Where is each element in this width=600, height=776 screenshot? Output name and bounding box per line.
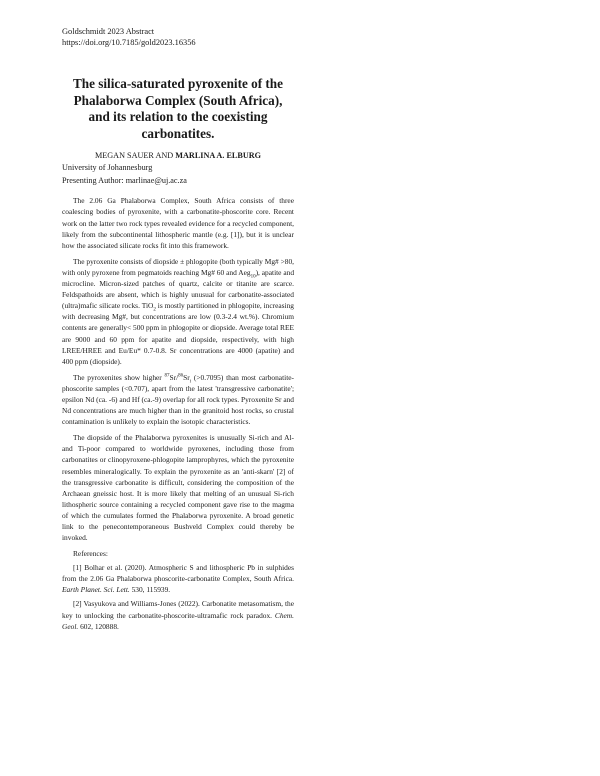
abstract-body [62, 195, 294, 631]
ref2-volume: 602, 120888. [78, 621, 119, 631]
author-presenting: MARLINA A. ELBURG [175, 151, 262, 161]
journal-header [62, 26, 294, 48]
presenting-author [62, 174, 294, 187]
paragraph-3 [62, 372, 294, 427]
ref1-volume: 530, 115939. [129, 585, 171, 595]
p2-sub: 10 [250, 274, 256, 280]
author-first: MEGAN SAUER AND [94, 151, 176, 161]
paragraph-2 [62, 256, 294, 367]
ref2-text: [2] Vasyukova and Williams-Jones (2022). Carbonatite metasomatism, the key to unlocking the carbonatite-phoscorite-ultramafic rock paradox. [62, 599, 294, 620]
affiliation: University of Johannesburg [62, 163, 153, 173]
p2-text-a: The pyroxenite consists of diopside ± phlogopite (both typically Mg# >80, with only pyroxene from pegmatoids reaching Mg# 60 and Aeg [62, 256, 294, 277]
p3-sub: i [189, 379, 192, 385]
ref1-journal: Earth Planet. Sci. Lett. [62, 585, 130, 595]
ref1-text: [1] Bolhar et al. (2020). Atmospheric S and lithospheric Pb in sulphides from the 2.06 Ga Phalaborwa phoscorite-carbonatite Complex, South Africa. [62, 563, 294, 584]
p2-text-c: is mostly partitioned in phlogopite, increasing with decreasing Mg#, but concentrations are low (0.3-2.4 wt.%). Chromium contents are generally< 500 ppm in phlogopite or diopside. Average total REE are 9000 and 60 ppm for apatite and diopside, respectively, with high LREE/HREE and Eu/Eu* 0.7-0.8. Sr concentrations are 4000 (apatite) and 400 ppm (diopside). [62, 301, 294, 366]
p2-text-b: ), apatite and microcline. Micron-sized patches of quartz, calcite or titanite are scarce. Feldspathoids are absent, which is highly unusual for carbonatite-associated (ultra)mafic silicate rocks. TiO [62, 267, 295, 311]
presenting-email[interactable]: marlinae@uj.ac.za [125, 176, 187, 186]
p3-text-a: The pyroxenites show higher [73, 372, 165, 382]
reference-1 [62, 562, 294, 595]
author-list [62, 151, 294, 161]
paper-title: The silica-saturated pyroxenite of the Phalaborwa Complex (South Africa), and its relation to the coexisting carbonatites. [72, 76, 283, 141]
doi-link[interactable]: https://doi.org/10.7185/gold2023.16356 [62, 38, 196, 47]
paragraph-4: The diopside of the Phalaborwa pyroxenites is unusually Si-rich and Al- and Ti-poor compared to worldwide pyroxenes, including those from carbonatites or clinopyroxene-phlogopite lamprophyres, which the pyroxenite resembles mineralogically. To explain the pyroxenite as an 'anti-skarn' [2] of the transgressive carbonatite is difficult, considering the composition of the Archaean gneissic host. It is more likely that melting of an unusual Si-rich lithospheric source containing a recycled component gave rise to the magma of which the cumulates formed the Phalaborwa pyroxenite. A broad genetic link to the penecontemporaneous Bushveld Complex could thereby be invoked. [62, 433, 294, 543]
references-heading: References: [73, 549, 108, 559]
p3-text-b: Sr/ [169, 372, 179, 382]
ref2-journal: Chem. Geol. [62, 610, 294, 631]
presenting-label: Presenting Author: [62, 176, 126, 186]
p2-sub2: 2 [153, 307, 156, 313]
abstract-page [62, 26, 294, 635]
reference-2 [62, 598, 294, 631]
p3-text-d: (>0.7095) than most carbonatite-phoscorite samples (<0.707), apart from the latest 'transgressive carbonatite'; epsilon Nd (ca. -6) and Hf (ca.-9) overlap for all rock types. Pyroxenite Sr and Nd concentrations are much higher than in the granitoid host rocks, so crustal contamination is unlikely to explain the isotopic characteristics. [62, 372, 294, 427]
p3-sup1: 87 [164, 373, 170, 379]
p3-sup2: 86 [178, 373, 184, 379]
p3-text-c: Sr [183, 372, 190, 382]
journal-name: Goldschmidt 2023 Abstract [62, 27, 155, 36]
paragraph-1: The 2.06 Ga Phalaborwa Complex, South Africa consists of three coalescing bodies of pyroxenite, with a carbonatite-phoscorite core. Recent work on the latter two rock types revealed evidence for a recycled component, likely from the subcontinental lithospheric mantle (e.g. [1]), but it is unclear how the associated silicate rocks fit into this framework. [62, 196, 294, 250]
